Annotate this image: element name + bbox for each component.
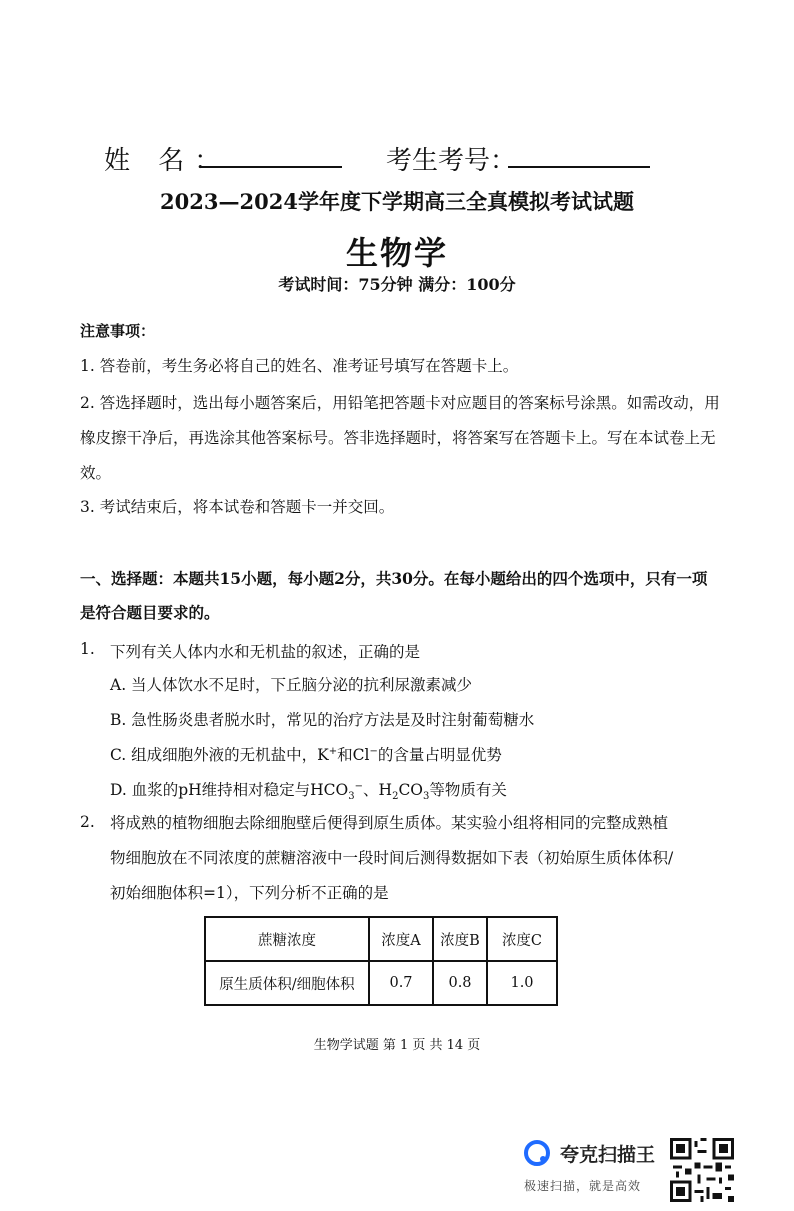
table-header-cell: 浓度B [433, 917, 487, 961]
exam-info: 考试时间：75分钟 满分：100分 [278, 275, 516, 294]
option-d-text-1: D. 血浆的pH维持相对稳定与HCO [110, 781, 349, 799]
option-c-sup-1: + [328, 745, 338, 757]
table-cell: 0.8 [433, 961, 487, 1005]
option-a: A. 当人体饮水不足时，下丘脑分泌的抗利尿激素减少 [110, 676, 473, 694]
option-d-text-3: CO [398, 781, 424, 799]
option-c-text-3: 的含量占明显优势 [377, 746, 502, 764]
option-d-sub-3: 3 [423, 791, 430, 803]
notice-title: 注意事项： [80, 322, 156, 340]
notice-item-3: 3. 考试结束后，将本试卷和答题卡一并交回。 [80, 498, 395, 516]
watermark-slogan: 极速扫描，就是高效 [524, 1179, 642, 1193]
option-d-sub-1: 3 [348, 791, 355, 803]
sucrose-table [204, 916, 558, 1006]
question-stem: 将成熟的植物细胞去除细胞壁后便得到原生质体。某实验小组将相同的完整成熟植物细胞放在不同浓度的蔗糖溶液中一段时间后测得数据如下表（初始原生质体体积/初始细胞体积=1），下列分析不正确的是 [110, 814, 674, 902]
exam-title: 2023—2024学年度下学期高三全真模拟考试试题 [160, 189, 634, 214]
option-c-text-2: 和Cl [337, 746, 370, 764]
option-d [110, 778, 507, 802]
exam-id-blank-line [508, 166, 650, 168]
section-heading: 一、选择题：本题共15小题，每小题2分，共30分。在每小题给出的四个选项中，只有一项是符合题目要求的。 [80, 569, 708, 622]
option-c [110, 743, 502, 765]
table-row [205, 917, 557, 961]
table-header-cell: 蔗糖浓度 [205, 917, 369, 961]
exam-id-label: 考生考号： [386, 146, 517, 176]
option-d-sub-2: 2 [392, 791, 399, 803]
option-d-text-4: 等物质有关 [429, 781, 507, 799]
question-number: 2. [80, 813, 95, 831]
notice-item-1: 1. 答卷前，考生务必将自己的姓名、准考证号填写在答题卡上。 [80, 357, 519, 375]
page-footer: 生物学试题 第 1 页 共 14 页 [313, 1038, 481, 1053]
table-header-cell: 浓度A [369, 917, 433, 961]
option-c-sup-2: − [369, 745, 378, 757]
name-blank-line [200, 166, 342, 168]
option-b: B. 急性肠炎患者脱水时，常见的治疗方法是及时注射葡萄糖水 [110, 711, 535, 729]
notice-item-2: 2. 答选择题时，选出每小题答案后，用铅笔把答题卡对应题目的答案标号涂黑。如需改动，用橡皮擦干净后，再选涂其他答案标号。答非选择题时，将答案写在答题卡上。写在本试卷上无效。 [80, 394, 720, 482]
subject-title: 生物学 [345, 234, 448, 272]
table-cell: 1.0 [487, 961, 557, 1005]
quark-logo-icon [524, 1140, 550, 1166]
option-c-text-1: C. 组成细胞外液的无机盐中，K [110, 746, 329, 764]
name-label: 姓 名： [104, 146, 231, 176]
question-number: 1. [80, 640, 95, 658]
option-d-text-2: 、H [363, 781, 393, 799]
table-row [205, 961, 557, 1005]
table-header-cell: 浓度C [487, 917, 557, 961]
watermark-brand: 夸克扫描王 [560, 1144, 656, 1166]
qr-code-icon [670, 1138, 734, 1202]
table-row-label: 原生质体积/细胞体积 [205, 961, 369, 1005]
option-d-sup-1: − [354, 780, 364, 792]
question-stem: 下列有关人体内水和无机盐的叙述，正确的是 [110, 643, 421, 661]
table-cell: 0.7 [369, 961, 433, 1005]
